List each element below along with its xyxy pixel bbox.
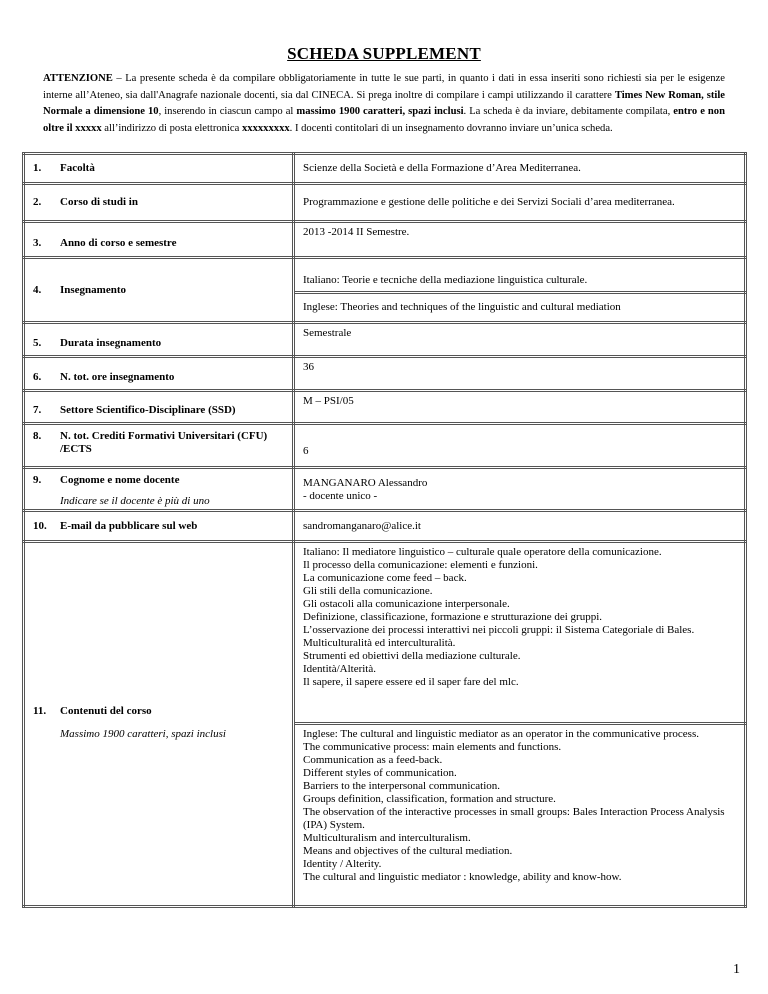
intro-char-limit: massimo 1900 caratteri, spazi inclusi [296, 106, 464, 117]
row-contenuti-it [24, 542, 746, 724]
form-table [22, 152, 747, 908]
row-label: Facoltà [60, 162, 95, 174]
intro-email: xxxxxxxxx [241, 122, 290, 134]
value-cell-italian [294, 542, 746, 724]
intro-text-5: . I docenti contitolari di un insegnamento dovranno inviare un’unica scheda. [289, 122, 613, 134]
value-cell: Semestrale [294, 323, 746, 357]
intro-text-1: – La presente scheda è da compilare obbligatoriamente in tutte le sue parti, in quanto i dati in essa inseriti sono richiesti sia per le esigenze interne all’Ateneo, sia dall'Anagrafe nazionale docenti, sia dal CINECA. Si prega inoltre di compilare i campi utilizzando il carattere [43, 73, 725, 101]
row-label: Contenuti del corso [60, 705, 152, 717]
row-number: 9. [33, 474, 42, 486]
row-ore [24, 357, 746, 391]
label-cell [24, 424, 294, 468]
intro-attention: ATTENZIONE [43, 73, 113, 84]
value-cell: 36 [294, 357, 746, 391]
intro-text-4: all’indirizzo di posta elettronica [101, 122, 242, 134]
row-label: Insegnamento [60, 283, 127, 296]
row-label: Settore Scientifico-Disciplinare (SSD) [60, 404, 236, 416]
row-label: Durata insegnamento [60, 337, 162, 349]
docente-name: MANGANARO Alessandro [303, 477, 428, 489]
content-line: Barriers to the interpersonal communication. [303, 780, 501, 792]
value-cell: sandromanganaro@alice.it [294, 511, 746, 542]
content-line: Gli ostacoli alla comunicazione interpersonale. [303, 598, 510, 610]
row-number: 4. [33, 283, 42, 296]
row-facolta [24, 154, 746, 184]
row-number: 3. [33, 237, 42, 249]
row-anno [24, 222, 746, 258]
row-label: N. tot. Crediti Formativi Universitari (CFU) /ECTS [60, 430, 268, 455]
value-cell: 6 [294, 424, 746, 468]
content-line: Identità/Alterità. [303, 663, 376, 675]
label-cell [24, 222, 294, 258]
content-line: Identity / Alterity. [303, 858, 382, 870]
content-line: The communicative process: main elements and functions. [303, 741, 562, 753]
row-number: 1. [33, 162, 42, 174]
content-line: Multiculturalità ed interculturalità. [303, 637, 456, 649]
row-number: 2. [33, 196, 42, 208]
value-cell-english: Inglese: Theories and techniques of the linguistic and cultural mediation [294, 293, 746, 323]
row-label: Corso di studi in [60, 196, 138, 208]
row-note: Massimo 1900 caratteri, spazi inclusi [60, 728, 226, 740]
row-email [24, 511, 746, 542]
row-number: 6. [33, 371, 42, 383]
page-number: 1 [733, 962, 740, 977]
content-line: Gli stili della comunicazione. [303, 585, 433, 597]
intro-paragraph [43, 71, 725, 137]
row-label: N. tot. ore insegnamento [60, 371, 175, 383]
row-note: Indicare se il docente è più di uno [60, 495, 210, 507]
docente-note: - docente unico - [303, 490, 378, 502]
row-label: E-mail da pubblicare sul web [60, 519, 198, 532]
value-cell: M – PSI/05 [294, 391, 746, 424]
label-cell [24, 154, 294, 184]
row-docente [24, 468, 746, 511]
label-cell [24, 542, 294, 907]
value-cell [294, 468, 746, 511]
label-cell [24, 323, 294, 357]
content-line: The cultural and linguistic mediator : knowledge, ability and know-how. [303, 871, 622, 883]
row-number: 8. [33, 430, 42, 442]
value-cell-italian: Italiano: Teorie e tecniche della mediazione linguistica culturale. [294, 258, 746, 293]
row-number: 10. [33, 519, 47, 532]
content-line: Italiano: Il mediatore linguistico – culturale quale operatore della comunicazione. [303, 546, 662, 558]
value-cell: Programmazione e gestione delle politiche e dei Servizi Sociali d’area mediterranea. [294, 184, 746, 222]
content-line: Different styles of communication. [303, 767, 457, 779]
intro-font-spec: Times New Roman, stile Normale a dimensione 10 [43, 89, 725, 117]
value-cell: 2013 -2014 II Semestre. [294, 222, 746, 258]
label-cell [24, 511, 294, 542]
row-corso [24, 184, 746, 222]
row-label: Cognome e nome docente [60, 474, 180, 486]
content-line: Strumenti ed obiettivi della mediazione culturale. [303, 650, 521, 662]
row-number: 7. [33, 404, 42, 416]
row-insegnamento-it [24, 258, 746, 293]
row-ssd [24, 391, 746, 424]
label-cell [24, 184, 294, 222]
row-cfu [24, 424, 746, 468]
content-line: Groups definition, classification, formation and structure. [303, 793, 556, 805]
label-cell [24, 391, 294, 424]
label-cell [24, 258, 294, 323]
label-cell [24, 468, 294, 511]
content-line: Inglese: The cultural and linguistic mediator as an operator in the communicative process. [303, 728, 699, 740]
page-title: SCHEDA SUPPLEMENT [287, 44, 481, 63]
value-cell: Scienze della Società e della Formazione d’Area Mediterranea. [294, 154, 746, 184]
intro-deadline: entro e non oltre il xxxxx [43, 106, 725, 134]
content-line: Communication as a feed-back. [303, 754, 443, 766]
content-line: La comunicazione come feed – back. [303, 572, 467, 584]
content-line: Means and objectives of the cultural mediation. [303, 845, 513, 857]
content-line: Definizione, classificazione, formazione e strutturazione dei gruppi. [303, 611, 603, 623]
row-label: Anno di corso e semestre [60, 237, 177, 249]
row-number: 5. [33, 337, 42, 349]
row-durata [24, 323, 746, 357]
content-line: Il sapere, il sapere essere ed il saper fare del mlc. [303, 676, 519, 688]
content-line: The observation of the interactive processes in small groups: Bales Interaction Process Analysis (IPA) System. [303, 806, 725, 831]
content-line: L’osservazione dei processi interattivi nei piccoli gruppi: il Sistema Categoriale di Bales. [303, 624, 695, 636]
value-cell-english [294, 724, 746, 907]
label-cell [24, 357, 294, 391]
row-number: 11. [33, 705, 47, 717]
intro-text-2: , inserendo in ciascun campo al [158, 106, 297, 117]
intro-text-3: . La scheda è da inviare, debitamente compilata, [463, 106, 674, 117]
content-line: Il processo della comunicazione: elementi e funzioni. [303, 559, 538, 571]
content-line: Multiculturalism and interculturalism. [303, 832, 471, 844]
